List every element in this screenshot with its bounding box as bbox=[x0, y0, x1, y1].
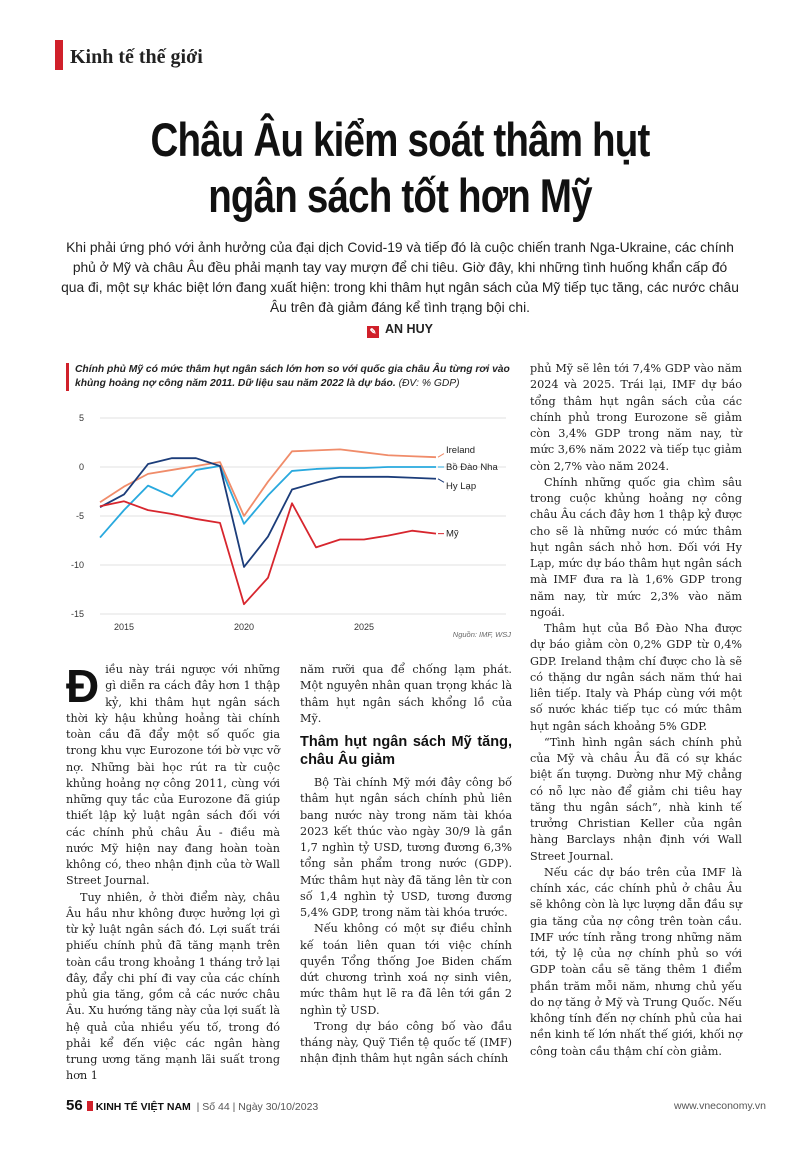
title-line-2: ngân sách tốt hơn Mỹ bbox=[208, 169, 592, 222]
chart-unit: (ĐV: % GDP) bbox=[398, 378, 460, 389]
publication-name: KINH TẾ VIỆT NAM bbox=[95, 1101, 191, 1113]
footer-mark-icon bbox=[87, 1101, 93, 1111]
legend-label: Mỹ bbox=[446, 528, 459, 540]
chart-y-ticks bbox=[71, 413, 84, 619]
col3-paragraph-4: “Tình hình ngân sách chính phủ của Mỹ và châu Âu đã có sự khác biệt ấn tượng. Dường như Mỹ chẳng có nỗ lực nào để giảm chi tiêu hay tăng thu ngân sách”, nhà kinh tế trưởng Christian Keller của ngân hàng Barclays nhận định với Wall Street Journal. bbox=[530, 735, 742, 863]
deficit-line-chart bbox=[66, 362, 516, 645]
col3-paragraph-5: Nếu các dự báo trên của IMF là chính xác, các chính phủ ở châu Âu sẽ không còn là lực lượng dẫn đầu sự gia tăng của nợ công trên toàn cầu. IMF ước tính rằng trong những năm tới, tỷ lệ của nợ chính phủ so với GDP toàn cầu sẽ tăng thêm 1 điểm phần trăm mỗi năm, nhưng chủ yếu do nợ tăng ở Mỹ và Trung Quốc. Nếu không tính đến nợ chính phủ của hai nền kinh tế lớn nhất thế giới, khối nợ công toàn cầu thậm chí còn giảm. bbox=[530, 865, 742, 1058]
col2-paragraph-1: năm rưỡi qua để chống lạm phát. Một nguyên nhân quan trọng khác là thâm hụt ngân sách khổng lồ của Mỹ. bbox=[300, 663, 512, 725]
chart-x-ticks bbox=[114, 622, 374, 632]
y-tick-label: 0 bbox=[78, 462, 84, 472]
subheading: Thâm hụt ngân sách Mỹ tăng, châu Âu giảm bbox=[300, 734, 512, 768]
col2-paragraph-2: Bộ Tài chính Mỹ mới đây công bố thâm hụt ngân sách chính phủ liên bang nước này trong năm tài khóa 2023 kết thúc vào ngày 30/9 là gần 1,7 nghìn tỷ USD, tương đương 6,3% tổng sản phẩm trong nước (GDP). Mức thâm hụt này đã tăng lên từ con số 1,4 nghìn tỷ USD, tương đương 5,4% GDP, trong năm tài khóa trước. bbox=[300, 776, 512, 919]
issue-date: Ngày 30/10/2023 bbox=[238, 1101, 319, 1113]
col1-paragraph-2: Tuy nhiên, ở thời điểm này, châu Âu hầu như không được hưởng lợi gì từ kỷ luật ngân sách đó. Lợi suất trái phiếu chính phủ đã tăng mạnh trên toàn cầu trong khoảng 1 tháng trở lại đây, đẩy chi phí đi vay của các chính phủ gia tăng, gồm cả các nước châu Âu. Xu hướng tăng này của lợi suất là hệ quả của nhiều yếu tố, trong đó phải kể đến việc các ngân hàng trung ương tăng mạnh lãi suất trong hơn 1 bbox=[66, 890, 280, 1083]
y-tick-label: 5 bbox=[78, 413, 84, 423]
col2-paragraph-3: Nếu không có một sự điều chỉnh kế toán liên quan tới việc chính quyền Tổng thống Joe Biden chấm dứt chương trình xoá nợ sinh viên, mức thâm hụt lẽ ra đã lên tới gần 2 nghìn tỷ USD. bbox=[300, 922, 512, 1017]
y-tick-label: -10 bbox=[70, 560, 84, 570]
chart-caption-text: Chính phủ Mỹ có mức thâm hụt ngân sách lớn hơn so với quốc gia châu Âu từng rơi vào khủng hoảng nợ công năm 2011. Dữ liệu sau năm 2022 là dự báo. bbox=[75, 364, 510, 389]
column-1 bbox=[66, 662, 280, 1085]
article-lead: Khi phải ứng phó với ảnh hưởng của đại dịch Covid-19 và tiếp đó là cuộc chiến tranh Nga-Ukraine, các chính phủ ở Mỹ và châu Âu đều phải mạnh tay vay mượn để chi tiêu. Giờ đây, khi những tình huống khẩn cấp đó qua đi, một sự khác biệt lớn đang xuất hiện: trong khi thâm hụt ngân sách của Mỹ tiếp tục tăng, các nước châu Âu trên đà giảm đáng kể tình trạng bội chi. bbox=[61, 240, 739, 315]
page-number: 56 bbox=[66, 1097, 83, 1114]
dropcap: Đ bbox=[66, 660, 100, 712]
legend-label: Hy Lạp bbox=[446, 480, 477, 492]
column-2 bbox=[300, 662, 512, 1068]
column-3 bbox=[530, 361, 742, 1060]
legend-connector bbox=[438, 479, 444, 483]
col3-paragraph-2: Chính những quốc gia chìm sâu trong cuộc khủng hoảng nợ công châu Âu cách đây hơn 1 thập kỷ được cho sẽ là những nước có mức thâm hụt ngân sách nhỏ hơn. Đối với Hy Lạp, mức dự báo thâm hụt ngân sách mà IMF đưa ra là 1,6% GDP trong năm nay, từ mức 2,3% vào năm ngoái. bbox=[530, 475, 742, 619]
y-tick-label: -15 bbox=[70, 609, 84, 619]
chart-source: Nguồn: IMF, WSJ bbox=[452, 630, 511, 639]
chart-legend bbox=[438, 445, 498, 540]
col3-paragraph-3: Thâm hụt của Bồ Đào Nha được dự báo giảm còn 0,2% GDP từ 0,4% GDP. Ireland thậm chí được cho là sẽ có thặng dư ngân sách năm thứ hai liên tiếp. Italy và Pháp cùng với một số nước khác tiếp tục có mức thâm hụt ngân sách khoảng 5% GDP. bbox=[530, 622, 742, 733]
col2-paragraph-4: Trong dự báo công bố vào đầu tháng này, Quỹ Tiền tệ quốc tế (IMF) nhận định thâm hụt ngân sách chính bbox=[300, 1019, 512, 1066]
author-name: AN HUY bbox=[385, 322, 433, 336]
x-tick-label: 2020 bbox=[233, 622, 255, 632]
issue-number: Số 44 bbox=[202, 1101, 230, 1113]
chart-lines bbox=[100, 449, 436, 604]
series-line bbox=[100, 458, 436, 567]
col3-paragraph-1: phủ Mỹ sẽ lên tới 7,4% GDP vào năm 2024 và 2025. Trái lại, IMF dự báo tổng thâm hụt ngân sách của các chính phủ trong Eurozone sẽ giảm còn 3,4% GDP trong năm nay, từ mức 3,6% năm 2022 và tiếp tục giảm còn 2,7% vào năm 2024. bbox=[530, 362, 742, 473]
legend-connector bbox=[438, 454, 444, 458]
legend-label: Ireland bbox=[446, 445, 476, 456]
y-tick-label: -5 bbox=[75, 511, 84, 521]
series-line bbox=[100, 501, 436, 604]
legend-label: Bồ Đào Nha bbox=[446, 462, 498, 473]
col1-paragraph-1: Điều này trái ngược với những gì diễn ra cách đây hơn 1 thập kỷ, khi thâm hụt ngân sách thời kỳ hậu khủng hoảng tài chính toàn cầu đã đẩy một số quốc gia trong khu vực Eurozone tới bờ vực vỡ nợ. Những bài học rút ra từ cuộc khủng hoảng nợ công 2011, cùng với những quy tắc của Eurozone đã giúp thiết lập kỷ luật ngân sách đối với các chính phủ châu Âu - điều mà nước Mỹ hiện nay đang hoàn toàn không có, theo nhận định của tờ Wall Street Journal. bbox=[66, 660, 280, 888]
website-link[interactable]: www.vneconomy.vn bbox=[673, 1100, 766, 1112]
section-bar bbox=[55, 40, 63, 70]
x-tick-label: 2015 bbox=[113, 622, 135, 632]
series-line bbox=[100, 449, 436, 516]
article-title bbox=[72, 112, 728, 224]
byline-mark-icon: ✎ bbox=[367, 326, 379, 338]
page-footer: 56 KINH TẾ VIỆT NAM | Số 44 | Ngày 30/10/2023 www.vneconomy.vn bbox=[66, 1097, 766, 1114]
x-tick-label: 2025 bbox=[353, 622, 375, 632]
title-line-1: Châu Âu kiểm soát thâm hụt bbox=[150, 113, 650, 166]
section-label: Kinh tế thế giới bbox=[70, 46, 203, 68]
byline bbox=[0, 322, 800, 338]
